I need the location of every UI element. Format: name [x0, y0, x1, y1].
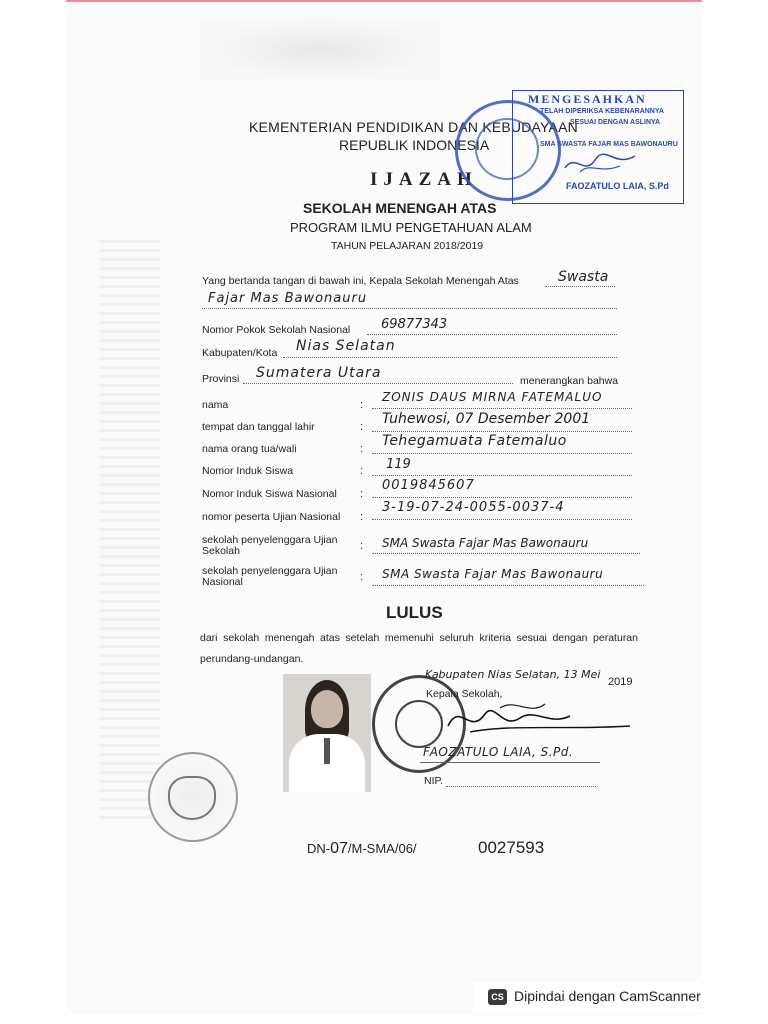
study-program: PROGRAM ILMU PENGETAHUAN ALAM: [290, 220, 532, 235]
nip-label: NIP.: [424, 775, 444, 787]
student-field-label: nama orang tua/wali: [202, 443, 297, 455]
kabupaten-value: Nias Selatan: [296, 338, 396, 354]
ministry-heading: KEMENTERIAN PENDIDIKAN DAN KEBUDAYAAN: [249, 119, 578, 135]
stamp-line-2: SESUAI DENGAN ASLINYA: [570, 119, 661, 126]
student-name-value: ZONIS DAUS MIRNA FATEMALUO: [382, 390, 603, 404]
graduation-status: LULUS: [386, 603, 443, 622]
school-exam-label-line1: sekolah penyelenggara Ujian: [202, 534, 338, 546]
national-exam-label: [202, 566, 337, 588]
stamp-name: FAOZATULO LAIA, S.Pd: [566, 181, 669, 191]
colon: :: [360, 540, 364, 552]
dotted-line: [202, 308, 617, 309]
document-title: IJAZAH: [370, 169, 478, 190]
school-exam-label: [202, 535, 337, 557]
dotted-line: [367, 334, 617, 335]
exam-number-value: 3-19-07-24-0055-0037-4: [382, 500, 565, 515]
dotted-line: [372, 408, 632, 409]
parent-name-value: Tehegamuata Fatemaluo: [382, 433, 567, 449]
colon: :: [360, 421, 364, 433]
kabupaten-label: Kabupaten/Kota: [202, 347, 278, 359]
dotted-line: [446, 786, 596, 787]
serial-number: 0027593: [478, 838, 545, 857]
photo-face: [311, 690, 343, 728]
dotted-line: [545, 286, 615, 287]
dotted-line: [372, 453, 632, 454]
graduation-statement: dari sekolah menengah atas setelah memenuhi seluruh kriteria sesuai dengan peraturan perundang-undangan.: [200, 632, 638, 665]
dotted-line: [372, 497, 632, 498]
npsn-label: Nomor Pokok Sekolah Nasional: [202, 324, 351, 336]
birth-place-date-value: Tuhewosi, 07 Desember 2001: [382, 411, 591, 427]
student-field-label: nama: [202, 399, 229, 411]
student-field-label: nomor peserta Ujian Nasional: [202, 511, 341, 523]
declares-text: menerangkan bahwa: [520, 375, 619, 387]
dotted-line: [372, 585, 644, 586]
provinsi-label: Provinsi: [202, 373, 240, 385]
dotted-line: [372, 431, 632, 432]
sign-place-date: Kabupaten Nias Selatan, 13 Mei: [425, 668, 601, 681]
student-field-label: Nomor Induk Siswa: [202, 465, 294, 477]
dotted-line: [372, 475, 632, 476]
school-exam-label-line2: Sekolah: [202, 545, 240, 557]
student-field-label: Nomor Induk Siswa Nasional: [202, 488, 337, 500]
signature-line: [420, 762, 600, 763]
school-type-value: Swasta: [558, 269, 609, 285]
provinsi-value: Sumatera Utara: [256, 365, 382, 381]
camscanner-icon: CS: [488, 989, 507, 1005]
stamp-line-1: TELAH DIPERIKSA KEBENARANNYA: [540, 108, 664, 115]
school-name-value: Fajar Mas Bawonauru: [208, 291, 368, 306]
garuda-emblem-inner: [168, 776, 216, 820]
photo-tie: [324, 738, 330, 764]
serial-prefix-text: DN-: [307, 841, 331, 856]
npsn-value: 69877343: [381, 317, 448, 332]
colon: :: [360, 465, 364, 477]
colon: :: [360, 571, 364, 583]
student-photo: [283, 674, 371, 792]
serial-region: 07: [330, 840, 348, 857]
stamp-signature-icon: [560, 148, 640, 178]
sign-role: Kepala Sekolah,: [426, 688, 503, 700]
nisn-value: 0019845607: [382, 478, 475, 493]
intro-label: Yang bertanda tangan di bawah ini, Kepala Sekolah Menengah Atas: [202, 275, 519, 287]
serial-mid: /M-SMA/06/: [347, 841, 417, 856]
stamp-heading: MENGESAHKAN: [528, 92, 647, 106]
camscanner-text: Dipindai dengan CamScanner: [514, 988, 701, 1004]
principal-name: FAOZATULO LAIA, S.Pd.: [423, 745, 574, 759]
national-exam-label-line2: Nasional: [202, 576, 243, 588]
sign-year: 2019: [608, 676, 633, 688]
academic-year: TAHUN PELAJARAN 2018/2019: [331, 240, 484, 252]
stamp-school: SMA SWASTA FAJAR MAS BAWONAURU: [540, 141, 678, 148]
dotted-line: [372, 519, 632, 520]
dotted-line: [243, 383, 513, 384]
scan-noise-top: [200, 20, 440, 80]
national-exam-value: SMA Swasta Fajar Mas Bawonauru: [382, 567, 604, 581]
republic-heading: REPUBLIK INDONESIA: [339, 137, 490, 153]
serial-prefix: [307, 840, 417, 858]
school-level: SEKOLAH MENENGAH ATAS: [303, 200, 497, 216]
top-edge-line: [66, 0, 702, 2]
dotted-line: [372, 553, 640, 554]
scan-noise-left: [100, 240, 160, 820]
nis-value: 119: [386, 457, 411, 472]
colon: :: [360, 399, 364, 411]
colon: :: [360, 488, 364, 500]
principal-signature-icon: [440, 696, 640, 744]
school-exam-value: SMA Swasta Fajar Mas Bawonauru: [382, 536, 589, 550]
dotted-line: [283, 357, 617, 358]
colon: :: [360, 511, 364, 523]
school-seal-inner: [395, 700, 443, 748]
national-exam-label-line1: sekolah penyelenggara Ujian: [202, 565, 338, 577]
student-field-label: tempat dan tanggal lahir: [202, 421, 315, 433]
colon: :: [360, 443, 364, 455]
